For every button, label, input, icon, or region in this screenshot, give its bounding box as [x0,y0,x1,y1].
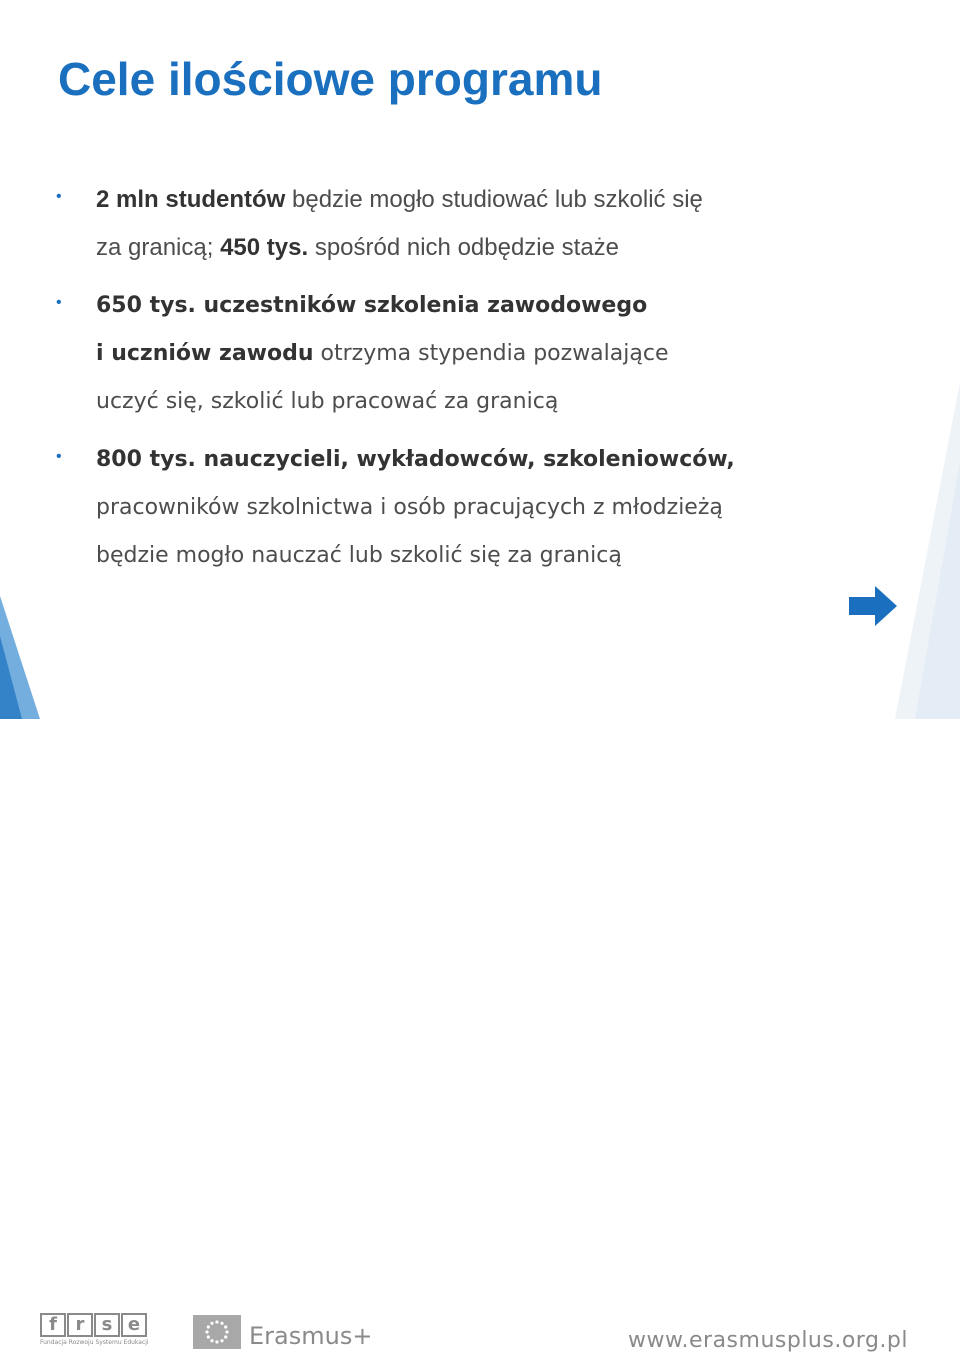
bullet-list [50,176,930,590]
bullet-text-bold: 650 tys. uczestników szkolenia zawodowego [96,293,648,318]
frse-logo-letter: e [121,1313,147,1337]
bullet-text: pracowników szkolnictwa i osób pracujących z młodzieżą [96,495,723,520]
bullet-line [96,330,930,378]
bullet-dot: • [56,294,62,311]
bullet-text: uczyć się, szkolić lub pracować za granicą [96,389,559,414]
frse-logo-letter: r [67,1313,93,1337]
bullet-line [96,532,930,580]
right-arrow-icon[interactable] [849,586,897,626]
erasmus-plus-logo-text: Erasmus+ [249,1322,373,1350]
slide-title: Cele ilościowe programu [58,53,603,105]
frse-logo-subtitle: Fundacja Rozwoju Systemu Edukacji [40,1339,149,1346]
bullet-line [96,484,930,532]
frse-logo-letter: f [40,1313,66,1337]
bullet-item-vocational [50,282,930,426]
bullet-dot: • [56,448,62,465]
bullet-text-bold: 800 tys. nauczycieli, wykładowców, szkoleniowców, [96,447,735,472]
frse-logo [40,1313,149,1346]
bullet-item-teachers [50,436,930,580]
bullet-text-bold: 2 mln studentów [96,186,286,213]
bullet-text: będzie mogło studiować lub szkolić się [285,186,703,213]
bullet-line [96,176,930,224]
bullet-text-bold: i uczniów zawodu [96,341,314,366]
bullet-text-bold: 450 tys. [220,234,309,261]
bullet-text: będzie mogło nauczać lub szkolić się za granicą [96,543,622,568]
footer [0,650,960,1353]
bullet-line [96,436,930,484]
bullet-text: spośród nich odbędzie staże [308,234,620,261]
bullet-text: otrzyma stypendia pozwalające [313,341,669,366]
frse-logo-letter: s [94,1313,120,1337]
website-link[interactable]: www.erasmusplus.org.pl [628,1328,908,1353]
eu-flag-icon [193,1315,241,1349]
bullet-item-students [50,176,930,272]
bullet-line [96,378,930,426]
bullet-line [96,224,930,272]
bullet-text: za granicą; [96,234,221,261]
bullet-line [96,282,930,330]
bullet-dot: • [56,188,62,205]
